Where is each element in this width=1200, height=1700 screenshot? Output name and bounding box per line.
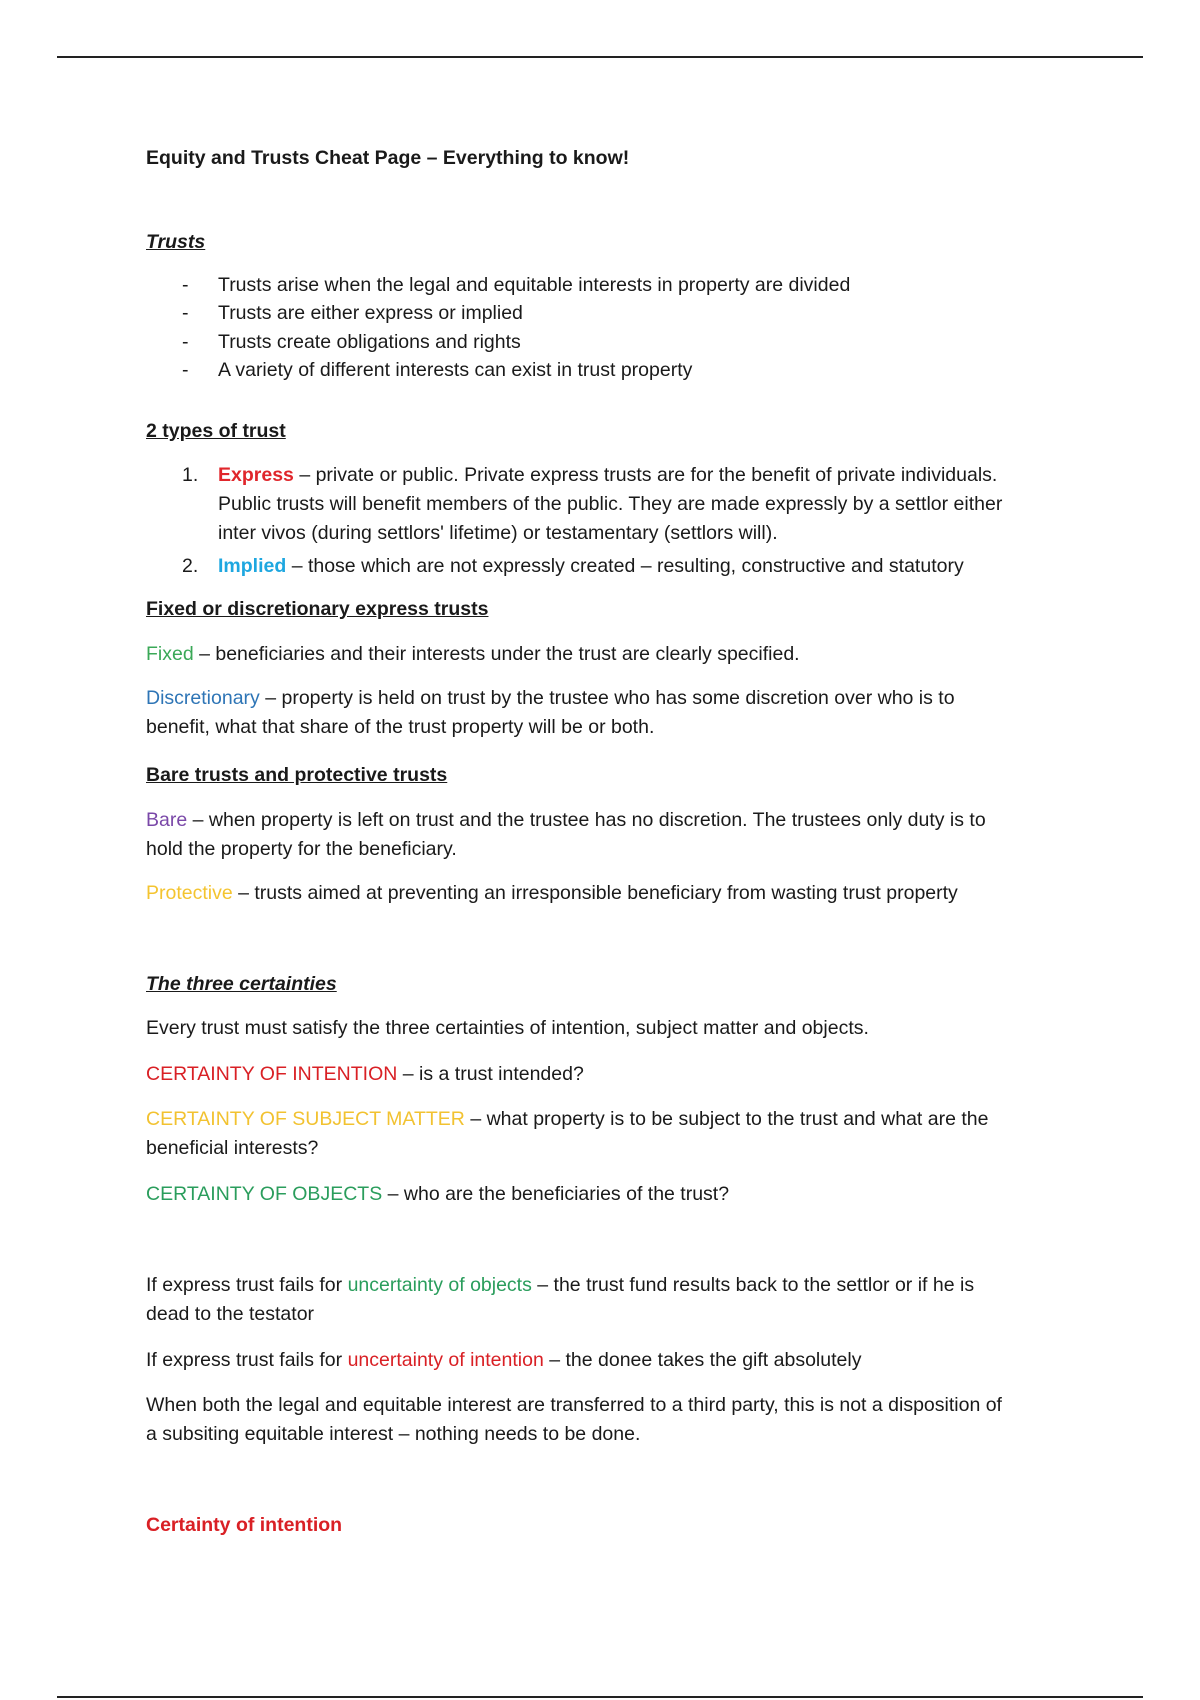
bullet-dash: - [182, 274, 189, 296]
certainty-subject-term: CERTAINTY OF SUBJECT MATTER [146, 1108, 465, 1130]
express-line: inter vivos (during settlors' lifetime) or testamentary (settlors will). [218, 522, 778, 544]
failure-text: dead to the testator [146, 1303, 315, 1325]
top-rule [57, 56, 1143, 58]
bare-paragraph [146, 806, 1076, 864]
certainty-intention-subheading: Certainty of intention [146, 1514, 343, 1536]
certainties-heading: The three certainties [146, 973, 337, 995]
certainty-intention-term: CERTAINTY OF INTENTION [146, 1063, 398, 1085]
certainty-objects-paragraph [146, 1180, 1076, 1209]
fixed-paragraph [146, 640, 1076, 669]
bullet-text: Trusts are either express or implied [218, 302, 523, 324]
uncertainty-objects-term: uncertainty of objects [347, 1274, 532, 1296]
express-line: Public trusts will benefit members of the public. They are made expressly by a settlor either [218, 493, 1003, 515]
bullet-text: A variety of different interests can exist in trust property [218, 359, 693, 381]
bullet-dash: - [182, 331, 189, 353]
failure-text: If express trust fails for [146, 1349, 343, 1371]
protective-term: Protective [146, 882, 233, 904]
protective-paragraph [146, 879, 1076, 908]
fixed-text: – beneficiaries and their interests under the trust are clearly specified. [199, 643, 800, 665]
bullet-dash: - [182, 302, 189, 324]
certainty-objects-text: – who are the beneficiaries of the trust? [387, 1183, 730, 1205]
page-title: Equity and Trusts Cheat Page – Everything to know! [146, 147, 630, 169]
bare-text: – when property is left on trust and the trustee has no discretion. The trustees only duty is to [192, 809, 986, 831]
protective-text: – trusts aimed at preventing an irresponsible beneficiary from wasting trust property [238, 882, 958, 904]
bare-term: Bare [146, 809, 188, 831]
numbered-item-implied [218, 552, 1078, 581]
bullet-text: Trusts arise when the legal and equitable interests in property are divided [218, 274, 851, 296]
failure-text: If express trust fails for [146, 1274, 343, 1296]
certainty-subject-text: – what property is to be subject to the trust and what are the [470, 1108, 989, 1130]
bullet-text: Trusts create obligations and rights [218, 331, 521, 353]
discretionary-paragraph [146, 684, 1076, 742]
failure-intention-paragraph [146, 1346, 1076, 1375]
list-number: 1. [182, 464, 199, 486]
discretionary-text: benefit, what that share of the trust property will be or both. [146, 716, 655, 738]
certainty-subject-paragraph [146, 1105, 1076, 1163]
express-term: Express [218, 464, 294, 486]
bare-prot-heading: Bare trusts and protective trusts [146, 764, 448, 786]
certainty-objects-term: CERTAINTY OF OBJECTS [146, 1183, 383, 1205]
bottom-rule [57, 1696, 1143, 1698]
discretionary-text: – property is held on trust by the trustee who has some discretion over who is to [265, 687, 955, 709]
disposition-text: a subsiting equitable interest – nothing needs to be done. [146, 1423, 641, 1445]
implied-term: Implied [218, 555, 287, 577]
disposition-text: When both the legal and equitable interest are transferred to a third party, this is not a disposition of [146, 1394, 1002, 1416]
trusts-heading: Trusts [146, 231, 206, 253]
failure-objects-paragraph [146, 1271, 1076, 1329]
numbered-item-express [218, 461, 1078, 548]
certainty-intention-paragraph [146, 1060, 1076, 1089]
certainty-intention-text: – is a trust intended? [402, 1063, 584, 1085]
bare-text: hold the property for the beneficiary. [146, 838, 457, 860]
bullet-dash: - [182, 359, 189, 381]
certainty-subject-text: beneficial interests? [146, 1137, 319, 1159]
failure-text: – the donee takes the gift absolutely [549, 1349, 862, 1371]
implied-text: – those which are not expressly created – resulting, constructive and statutory [291, 555, 964, 577]
uncertainty-intention-term: uncertainty of intention [347, 1349, 544, 1371]
fixed-disc-heading: Fixed or discretionary express trusts [146, 598, 489, 620]
certainties-intro: Every trust must satisfy the three certainties of intention, subject matter and objects. [146, 1017, 869, 1039]
two-types-heading: 2 types of trust [146, 420, 286, 442]
express-line: – private or public. Private express trusts are for the benefit of private individuals. [299, 464, 998, 486]
failure-text: – the trust fund results back to the settlor or if he is [537, 1274, 975, 1296]
disposition-paragraph [146, 1391, 1076, 1449]
discretionary-term: Discretionary [146, 687, 260, 709]
fixed-term: Fixed [146, 643, 194, 665]
list-number: 2. [182, 555, 199, 577]
